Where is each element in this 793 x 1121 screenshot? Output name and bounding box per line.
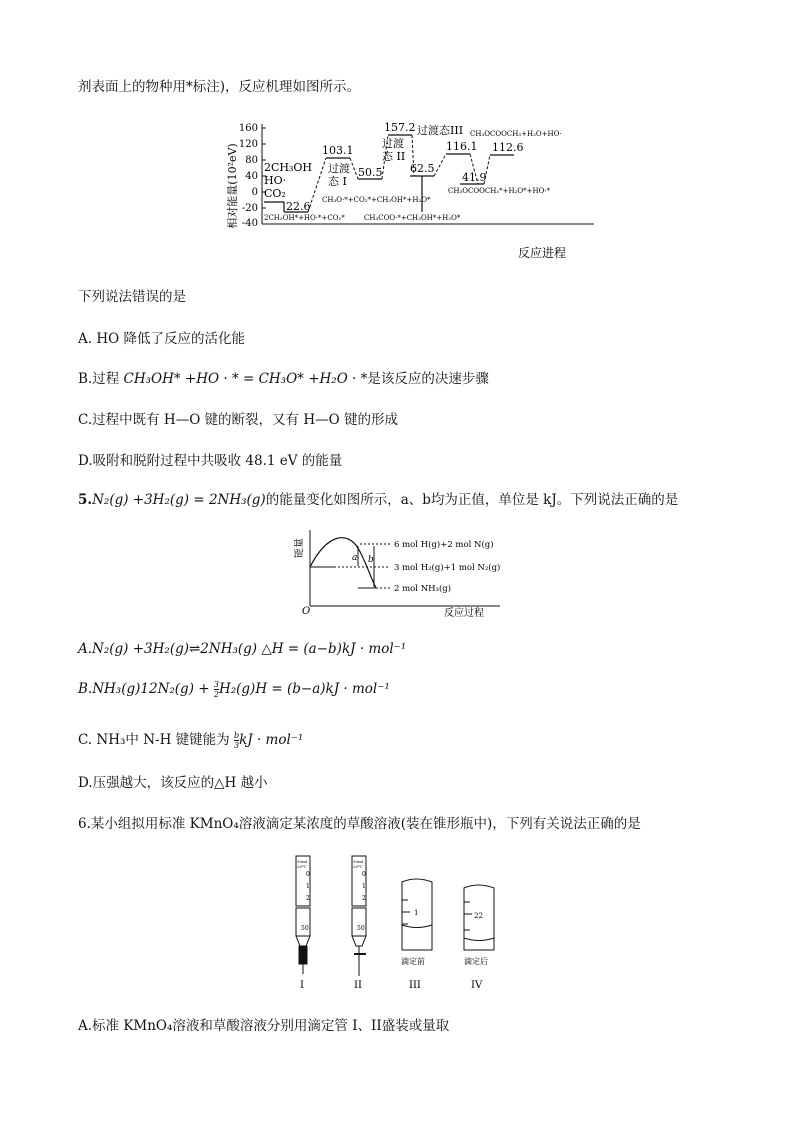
q6-option-a: A.标准 KMnO₄溶液和草酸溶液分别用滴定管 I、II盛装或量取 [78, 1018, 450, 1034]
intro-text: 剂表面上的物种用*标注)，反应机理如图所示。 [78, 79, 361, 95]
scale-mark: 2 [306, 895, 310, 902]
q4-option-b-equation: CH₃OH* +HO · * = CH₃O* +H₂O · * [123, 371, 368, 387]
start-species: 2CH₃OH [264, 161, 313, 174]
roman-label: IV [471, 980, 483, 991]
energy-profile-diagram [222, 116, 602, 264]
burette-top-label: 50ml [353, 859, 364, 864]
species-label: CH₃O·*+CO₂*+CH₃OH*+H₂O* [322, 196, 431, 204]
reading-label: 1 [414, 909, 419, 917]
label-a: a [352, 553, 358, 563]
scale-mark: 50 [301, 925, 309, 932]
q5-stem [78, 488, 678, 508]
energy-diagram-nh3 [294, 526, 504, 618]
x-axis-label: 反应进程 [518, 246, 567, 260]
value-label: 50.5 [358, 166, 383, 179]
value-label: 112.6 [492, 141, 524, 154]
caption: 滴定前 [401, 957, 425, 966]
ts1-label: 过渡 [328, 162, 350, 175]
roman-label: II [354, 980, 362, 991]
level-label: 2 mol NH₃(g) [394, 584, 452, 594]
burette-top-label: 50ml [297, 859, 308, 864]
scale-mark: 1 [306, 883, 310, 890]
q4-option-a: A. HO 降低了反应的活化能 [78, 331, 245, 347]
y-tick: 160 [238, 123, 258, 134]
scale-mark: 50 [357, 925, 365, 932]
value-label: 41.9 [462, 171, 487, 184]
y-tick: 80 [245, 155, 258, 166]
level-label: 3 mol H₂(g)+1 mol N₂(g) [394, 563, 501, 573]
scale-mark: 1 [362, 883, 366, 890]
level-label: 6 mol H(g)+2 mol N(g) [394, 540, 494, 550]
q5-number: 5. [78, 492, 93, 508]
x-axis-label: 反应过程 [444, 608, 484, 618]
scale-mark: 0 [306, 871, 310, 878]
q5-option-c-prefix: C. NH₃中 N-H 键键能为 [78, 732, 234, 748]
y-tick: 120 [238, 139, 258, 150]
y-tick: -40 [241, 218, 258, 229]
value-label: 103.1 [322, 144, 354, 157]
ts2-label: 过渡 [382, 137, 404, 150]
y-axis-label: 能量 [294, 538, 305, 558]
q5-option-d: D.压强越大，该反应的△H 越小 [78, 775, 268, 791]
y-axis-label: 相对能量(10²eV) [226, 143, 239, 229]
species-label: CH₃OCOOCH₃*+H₂O*+HO·* [448, 187, 551, 195]
q4-option-d: D.吸附和脱附过程中共吸收 48.1 eV 的能量 [78, 453, 343, 469]
start-species: CO₂ [264, 187, 286, 200]
q4-option-c: C.过程中既有 H—O 键的断裂，又有 H—O 键的形成 [78, 412, 398, 428]
scale-mark: 2 [362, 895, 366, 902]
ts2-label: 态 II [382, 150, 406, 163]
q4-option-b-suffix: 是该反应的决速步骤 [367, 371, 489, 387]
q5-option-b [78, 680, 390, 699]
y-tick: 40 [245, 171, 258, 182]
q5-option-c [78, 728, 303, 750]
q4-option-b [78, 367, 489, 387]
label-b: b [368, 555, 374, 565]
species-label: CH₃OCOOCH₃+H₂O+HO· [470, 130, 562, 138]
ts3-label: 过渡态III [417, 124, 464, 137]
scale-mark: 0 [362, 871, 366, 878]
ts1-label: 态 I [328, 175, 347, 188]
origin-label: O [302, 606, 311, 617]
fraction-numerator: b [233, 731, 240, 740]
value-label: 157.2 [384, 121, 416, 134]
q4-stem: 下列说法错误的是 [78, 289, 186, 305]
value-label: 62.5 [410, 162, 435, 175]
q6-stem: 6.某小组拟用标准 KMnO₄溶液滴定某浓度的草酸溶液(装在锥形瓶中)，下列有关说法正确的是 [78, 816, 641, 832]
burette-top-label: 20℃ [297, 864, 307, 869]
species-label: 2CH₃OH*+HO·*+CO₂* [264, 214, 345, 222]
reading-label: 22 [474, 912, 483, 920]
caption: 滴定后 [464, 957, 488, 966]
value-label: 116.1 [446, 140, 478, 153]
q5-option-a: A.N₂(g) +3H₂(g)⇌2NH₃(g) △H = (a−b)kJ · mol⁻¹ [78, 641, 407, 657]
q5-stem-text: 的能量变化如图所示，a、b均为正值，单位是 kJ。下列说法正确的是 [265, 492, 679, 508]
burette-top-label: 20℃ [353, 864, 363, 869]
fraction-denominator: 2 [213, 690, 219, 699]
y-tick: -20 [241, 203, 258, 214]
y-tick: 0 [251, 187, 258, 198]
q5-equation: N₂(g) +3H₂(g) = 2NH₃(g) [92, 492, 266, 508]
roman-label: I [300, 980, 304, 991]
species-label: CH₃COO·*+CH₃OH*+H₂O* [364, 214, 461, 222]
burette-figure [288, 852, 508, 992]
q4-option-b-prefix: B.过程 [78, 371, 124, 387]
q5-option-c-suffix: kJ · mol⁻¹ [239, 732, 304, 748]
fraction-denominator: 3 [233, 741, 240, 750]
start-species: HO· [264, 174, 287, 187]
roman-label: III [409, 980, 421, 991]
fraction-numerator: 3 [213, 680, 219, 689]
q5-option-b-prefix: B.NH₃(g)12N₂(g) + [78, 681, 214, 697]
q5-option-b-suffix: H₂(g)H = (b−a)kJ · mol⁻¹ [218, 681, 390, 697]
value-label: 22.6 [286, 200, 311, 213]
